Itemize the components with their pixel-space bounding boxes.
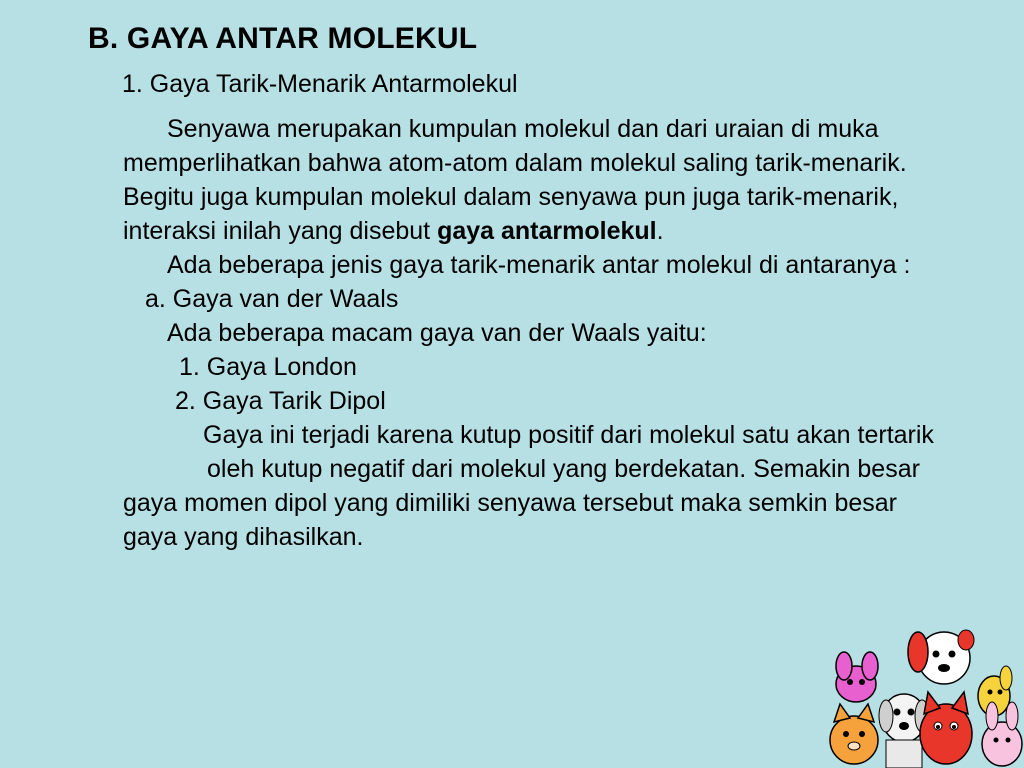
paragraph-intro-end: . [656, 217, 664, 245]
slide-body [123, 112, 953, 554]
list-item-dipol: 2. Gaya Tarik Dipol [175, 387, 386, 415]
list-item-london: 1. Gaya London [179, 353, 357, 381]
cartoon-animals-group-icon [826, 622, 1024, 768]
slide-subtitle: 1. Gaya Tarik-Menarik Antarmolekul [122, 70, 518, 98]
item-a: a. Gaya van der Waals [145, 285, 399, 313]
paragraph-dipol-a: Gaya ini terjadi karena kutup positif dari molekul satu akan tertarik [203, 421, 934, 449]
paragraph-van-der-waals: Ada beberapa macam gaya van der Waals yaitu: [167, 319, 707, 347]
paragraph-types: Ada beberapa jenis gaya tarik-menarik antar molekul di antaranya : [167, 251, 911, 279]
paragraph-intro-text: Senyawa merupakan kumpulan molekul dan dari uraian di muka memperlihatkan bahwa atom-atom dalam molekul saling tarik-menarik. Begitu juga kumpulan molekul dalam senyawa pun juga tarik-menarik, interaksi inilah yang disebut [123, 115, 907, 245]
paragraph-dipol-b: oleh kutup negatif dari molekul yang berdekatan. Semakin besar gaya momen dipol yang dimiliki senyawa tersebut maka semkin besar gaya yang dihasilkan. [123, 455, 920, 551]
bold-term: gaya antarmolekul [437, 217, 657, 245]
slide-title: B. GAYA ANTAR MOLEKUL [88, 22, 478, 55]
paragraph-dipol [123, 418, 953, 554]
paragraph-intro [123, 112, 953, 248]
